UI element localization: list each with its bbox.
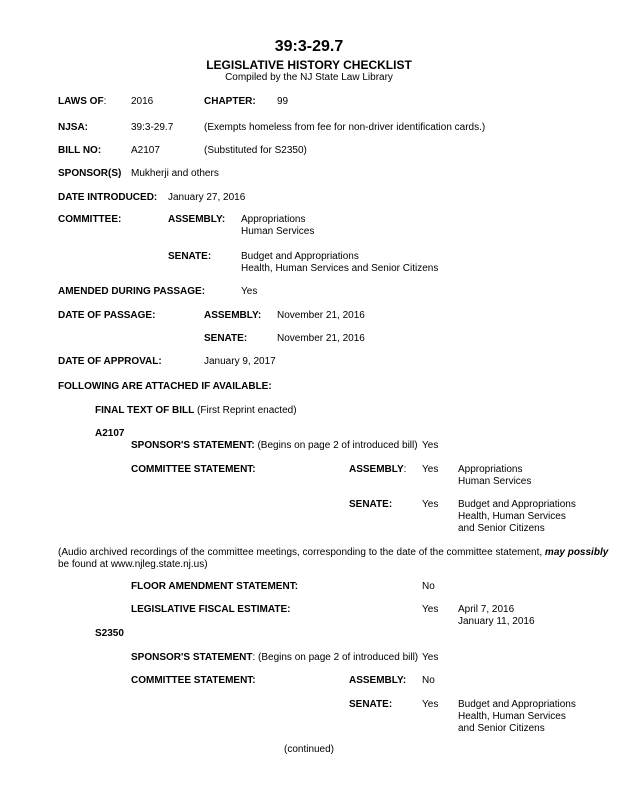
a2107-assembly-value: Yes xyxy=(422,464,439,475)
s2350-assembly-value: No xyxy=(422,675,435,686)
floor-amendment-label: FLOOR AMENDMENT STATEMENT: xyxy=(131,581,299,592)
floor-amendment-value: No xyxy=(422,581,435,592)
bill-no-label: BILL NO: xyxy=(58,145,102,156)
a2107-senate-committee-3: and Senior Citizens xyxy=(458,523,545,534)
committee-assembly-2: Human Services xyxy=(241,226,315,237)
attached-heading: FOLLOWING ARE ATTACHED IF AVAILABLE: xyxy=(58,381,272,392)
passage-assembly-label: ASSEMBLY: xyxy=(204,310,262,321)
audio-note-line2: be found at www.njleg.state.nj.us) xyxy=(58,559,208,570)
laws-of-value: 2016 xyxy=(131,96,154,107)
s2350-assembly-label: ASSEMBLY: xyxy=(349,675,407,686)
s2350-committee-statement-label: COMMITTEE STATEMENT: xyxy=(131,675,256,686)
final-text-note: (First Reprint enacted) xyxy=(194,405,297,416)
s2350-sponsor-statement-value: Yes xyxy=(422,652,439,663)
fiscal-estimate-label: LEGISLATIVE FISCAL ESTIMATE: xyxy=(131,604,291,615)
s2350-senate-label: SENATE: xyxy=(349,699,393,710)
a2107-senate-committee-2: Health, Human Services xyxy=(458,511,566,522)
s2350-senate-committee-3: and Senior Citizens xyxy=(458,723,545,734)
committee-senate-2: Health, Human Services and Senior Citizens xyxy=(241,263,439,274)
njsa-note: (Exempts homeless from fee for non-driver identification cards.) xyxy=(204,122,486,133)
chapter-value: 99 xyxy=(277,96,289,107)
fiscal-estimate-value: Yes xyxy=(422,604,439,615)
date-of-approval-label: DATE OF APPROVAL: xyxy=(58,356,162,367)
compiled-by: Compiled by the NJ State Law Library xyxy=(225,72,393,83)
a2107-assembly-committee-1: Appropriations xyxy=(458,464,523,475)
document-subtitle: LEGISLATIVE HISTORY CHECKLIST xyxy=(206,58,412,72)
amended-value: Yes xyxy=(241,286,258,297)
committee-assembly-1: Appropriations xyxy=(241,214,306,225)
passage-assembly-date: November 21, 2016 xyxy=(277,310,365,321)
s2350-senate-value: Yes xyxy=(422,699,439,710)
bill-no-value: A2107 xyxy=(131,145,160,156)
passage-senate-date: November 21, 2016 xyxy=(277,333,365,344)
audio-note-line1: (Audio archived recordings of the committee meetings, corresponding to the date of the committee statement, may possibly xyxy=(58,547,609,558)
a2107-sponsor-statement: SPONSOR'S STATEMENT: (Begins on page 2 of introduced bill) xyxy=(131,440,418,451)
a2107-committee-statement-label: COMMITTEE STATEMENT: xyxy=(131,464,256,475)
a2107-senate-label: SENATE: xyxy=(349,499,393,510)
a2107-senate-committee-1: Budget and Appropriations xyxy=(458,499,576,510)
bill-no-note: (Substituted for S2350) xyxy=(204,145,307,156)
continued-note: (continued) xyxy=(283,744,335,755)
njsa-value: 39:3-29.7 xyxy=(131,122,174,133)
s2350-senate-committee-1: Budget and Appropriations xyxy=(458,699,576,710)
a2107-senate-value: Yes xyxy=(422,499,439,510)
date-of-approval-value: January 9, 2017 xyxy=(204,356,276,367)
laws-of-label: LAWS OF: xyxy=(58,96,107,107)
committee-senate-1: Budget and Appropriations xyxy=(241,251,359,262)
document-title: 39:3-29.7 xyxy=(274,38,344,55)
a2107-sponsor-statement-value: Yes xyxy=(422,440,439,451)
fiscal-estimate-date-2: January 11, 2016 xyxy=(458,616,535,627)
sponsors-label: SPONSOR(S) xyxy=(58,168,122,179)
date-introduced-label: DATE INTRODUCED: xyxy=(58,192,158,203)
s2350-label: S2350 xyxy=(95,628,124,639)
a2107-label: A2107 xyxy=(95,428,125,439)
fiscal-estimate-date-1: April 7, 2016 xyxy=(458,604,515,615)
committee-assembly-label: ASSEMBLY: xyxy=(168,214,226,225)
date-introduced-value: January 27, 2016 xyxy=(168,192,246,203)
final-text-line xyxy=(95,405,297,417)
committee-label: COMMITTEE: xyxy=(58,214,122,225)
committee-senate-label: SENATE: xyxy=(168,251,212,262)
njsa-label: NJSA: xyxy=(58,122,89,133)
s2350-senate-committee-2: Health, Human Services xyxy=(458,711,566,722)
a2107-assembly-committee-2: Human Services xyxy=(458,476,532,487)
passage-senate-label: SENATE: xyxy=(204,333,248,344)
s2350-sponsor-statement: SPONSOR'S STATEMENT: (Begins on page 2 of introduced bill) xyxy=(131,652,419,663)
date-of-passage-label: DATE OF PASSAGE: xyxy=(58,310,156,321)
sponsors-value: Mukherji and others xyxy=(131,168,219,179)
chapter-label: CHAPTER: xyxy=(204,96,256,107)
amended-label: AMENDED DURING PASSAGE: xyxy=(58,286,206,297)
a2107-assembly-label: ASSEMBLY: xyxy=(349,464,407,475)
final-text-label: FINAL TEXT OF BILL xyxy=(95,405,195,416)
